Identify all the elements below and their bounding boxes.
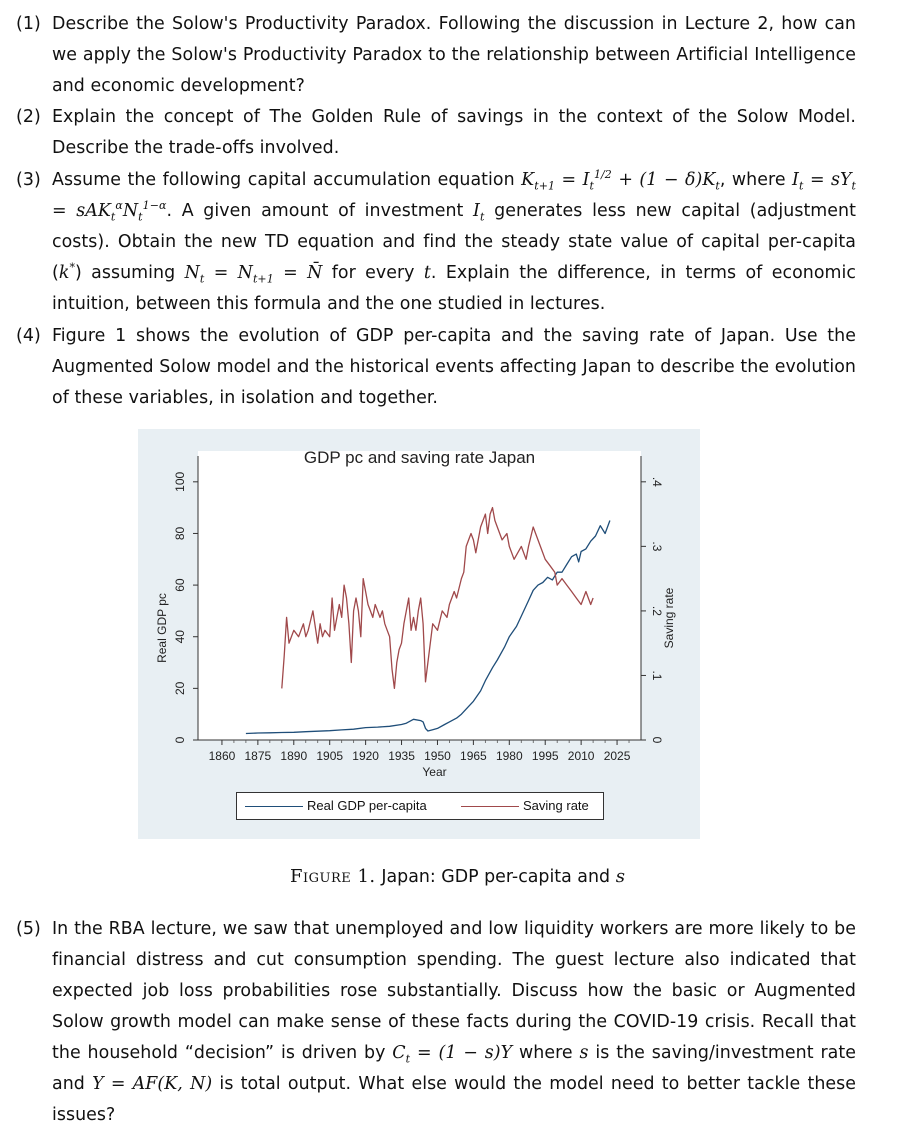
x-axis-label: Year [422,765,447,779]
y-right-tick-label: .3 [650,541,664,552]
question-2 [16,102,856,164]
x-tick-label: 1995 [531,749,559,763]
consumption-equation: $C_t = (1 - s)Y$ [392,1043,513,1066]
x-tick-label: 1965 [460,749,487,763]
chart [138,429,700,839]
y-left-tick-label: 100 [173,471,187,492]
figure-caption [0,866,915,887]
population-assumption: $N_t = N_{t+1}$ = N̄ [184,263,323,286]
x-tick-label: 1920 [352,749,379,763]
chart-legend [236,792,604,820]
legend-swatch-saving [461,806,519,807]
x-tick-label: 1950 [424,749,451,763]
y-left-tick-label: 60 [173,578,187,592]
question-number: (1) [16,14,41,34]
y-left-axis-label: Real GDP pc [155,593,169,663]
x-tick-label: 1980 [495,749,523,763]
x-tick-label: 1860 [208,749,236,763]
question-text: In the RBA lecture, we saw that unemployed and low liquidity workers are more likely to be financial distress and cut consumption spending. The guest lecture also indicated that expected job loss probabilities rose substantially. Discuss how the basic or Augmented Solow growth model can make sense of these facts during the COVID-19 crisis. Recall that the household “decision” is driven by $C_t = (1 - s)Y$ where s is the saving/investment rate and Y = AF(K, N) is total output. What else would the model need to better tackle these issues? [52,919,856,1125]
question-number: (3) [16,170,41,190]
y-right-tick-label: .2 [650,605,664,616]
question-4 [16,321,856,414]
caption-label: Figure 1. [290,866,376,887]
caption-text: Japan: GDP per-capita and [381,867,611,887]
y-left-tick-label: 80 [173,526,187,541]
question-text: Figure 1 shows the evolution of GDP per-capita and the saving rate of Japan. Use the Augmented Solow model and the historical events affecting Japan to describe the evolution of these variables, in isolation and together. [52,326,856,408]
capital-accumulation-equation: $K_{t+1} = I_t^{1/2} + (1 - \delta)K_t$ [521,168,720,193]
x-tick-label: 2025 [603,749,631,763]
question-3 [16,165,856,320]
question-text: Describe the Solow's Productivity Paradox. Following the discussion in Lecture 2, how can we apply the Solow's Productivity Paradox to the relationship between Artificial Intelligence and economic development? [52,14,856,96]
x-tick-label: 1875 [244,749,272,763]
y-right-tick-label: .1 [650,670,664,681]
question-text: Assume the following capital accumulation equation $K_{t+1} = I_t^{1/2} + (1 - \delta)K_t$, where $I_t = sY_t = sAK_t^\alpha N_t^{1-\alpha}$. A given amount of investment $I_t$ generates less new capital (adjustment costs). Obtain the new TD equation and find the steady state value of capital per-capita (k*) assuming $N_t = N_{t+1}$ = N̄ for every t. Explain the difference, in terms of economic intuition, between this formula and the one studied in lectures. [52,168,857,314]
question-1 [16,9,856,102]
chart-title: GDP pc and saving rate Japan [303,448,536,467]
legend-swatch-gdp [245,806,303,807]
y-left-tick-label: 40 [173,630,187,644]
x-tick-label: 1890 [280,749,308,763]
x-tick-label: 1905 [316,749,344,763]
y-left-tick-label: 0 [173,736,187,744]
y-left-tick-label: 20 [173,681,187,696]
y-right-tick-label: 0 [650,736,664,744]
question-number: (4) [16,326,41,346]
question-number: (5) [16,919,41,939]
caption-symbol: s [615,866,625,887]
question-5 [16,914,856,1131]
legend-label-saving: Saving rate [523,798,589,813]
x-tick-label: 1935 [388,749,415,763]
investment-equation: $I_t = sY_t = sAK_t^\alpha N_t^{1-\alpha}$ [52,170,857,224]
y-right-tick-label: .4 [650,476,664,487]
figure-1 [138,429,700,839]
legend-label-gdp: Real GDP per-capita [307,798,427,813]
output-equation: Y = AF(K, N) [92,1074,213,1094]
x-tick-label: 2010 [567,749,595,763]
question-text: Explain the concept of The Golden Rule of savings in the context of the Solow Model. Describe the trade-offs involved. [52,107,856,158]
question-number: (2) [16,107,41,127]
y-right-axis-label: Saving rate [662,587,676,649]
